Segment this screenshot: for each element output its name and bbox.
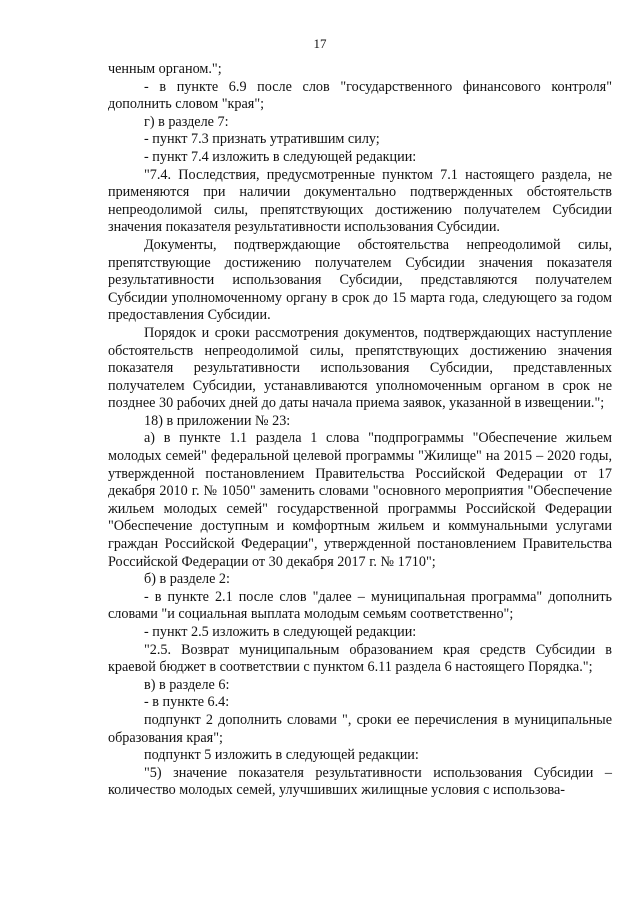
paragraph-p5: - пункт 7.4 изложить в следующей редакции: xyxy=(144,148,417,165)
document-body xyxy=(108,61,612,800)
paragraph-p18: подпункт 5 изложить в следующей редакции: xyxy=(144,747,419,764)
paragraph-p8: Порядок и сроки рассмотрения документов, подтверждающих наступление обстоятельств непреодолимой силы, препятствующих достижению значения показателя результативности использования Субсидии, представленных получателем Субсидии, устанавливаются уполномоченным органом в срок не позднее 30 рабочих дней до даты начала приема заявок, указанной в извещении."; xyxy=(108,324,612,412)
page-number: 17 xyxy=(313,36,327,51)
paragraph-p16: - в пункте 6.4: xyxy=(144,694,230,711)
paragraph-p3: г) в разделе 7: xyxy=(144,113,229,130)
paragraph-p1: ченным органом."; xyxy=(108,61,222,77)
paragraph-p4: - пункт 7.3 признать утратившим силу; xyxy=(144,131,380,148)
paragraph-p6: "7.4. Последствия, предусмотренные пунктом 7.1 настоящего раздела, не применяются при наличии документально подтвержденных обстоятельств непреодолимой силы, препятствующих достижению получателем Субсидии значения показателя результативности использования Субсидии. xyxy=(108,166,612,236)
paragraph-p10: а) в пункте 1.1 раздела 1 слова "подпрограммы "Обеспечение жильем молодых семей" федеральной целевой программы "Жилище" на 2015 – 2020 годы, утвержденной постановлением Правительства Российской Федерации от 17 декабря 2010 г. № 1050" заменить словами "основного мероприятия "Обеспечение жильем молодых семей" государственной программы Российской Федерации "Обеспечение доступным и комфортным жильем и коммунальными услугами граждан Российской Федерации", утвержденной постановлением Правительства Российской Федерации от 30 декабря 2017 г. № 1710"; xyxy=(108,430,612,570)
paragraph-p17: подпункт 2 дополнить словами ", сроки ее перечисления в муниципальные образования края"; xyxy=(108,711,612,746)
paragraph-p19: "5) значение показателя результативности использования Субсидии – количество молодых семей, улучшивших жилищные условия с использова- xyxy=(108,764,612,799)
paragraph-p7: Документы, подтверждающие обстоятельства непреодолимой силы, препятствующие достижению получателем Субсидии значения показателя результативности использования Субсидии, представляются получателем Субсидии уполномоченному органу в срок до 15 марта года, следующего за годом предоставления Субсидии. xyxy=(108,236,612,324)
paragraph-p15: в) в разделе 6: xyxy=(144,676,230,693)
paragraph-p2: - в пункте 6.9 после слов "государственного финансового контроля" дополнить словом "края"; xyxy=(108,78,612,113)
paragraph-p12: - в пункте 2.1 после слов "далее – муниципальная программа" дополнить словами "и социальная выплата молодым семьям соответственно"; xyxy=(108,588,612,623)
paragraph-p13: - пункт 2.5 изложить в следующей редакции: xyxy=(144,624,417,640)
paragraph-p9: 18) в приложении № 23: xyxy=(144,412,291,429)
paragraph-p14: "2.5. Возврат муниципальным образованием края средств Субсидии в краевой бюджет в соответствии с пунктом 6.11 раздела 6 настоящего Порядка."; xyxy=(108,641,612,676)
paragraph-p11: б) в разделе 2: xyxy=(144,571,230,588)
